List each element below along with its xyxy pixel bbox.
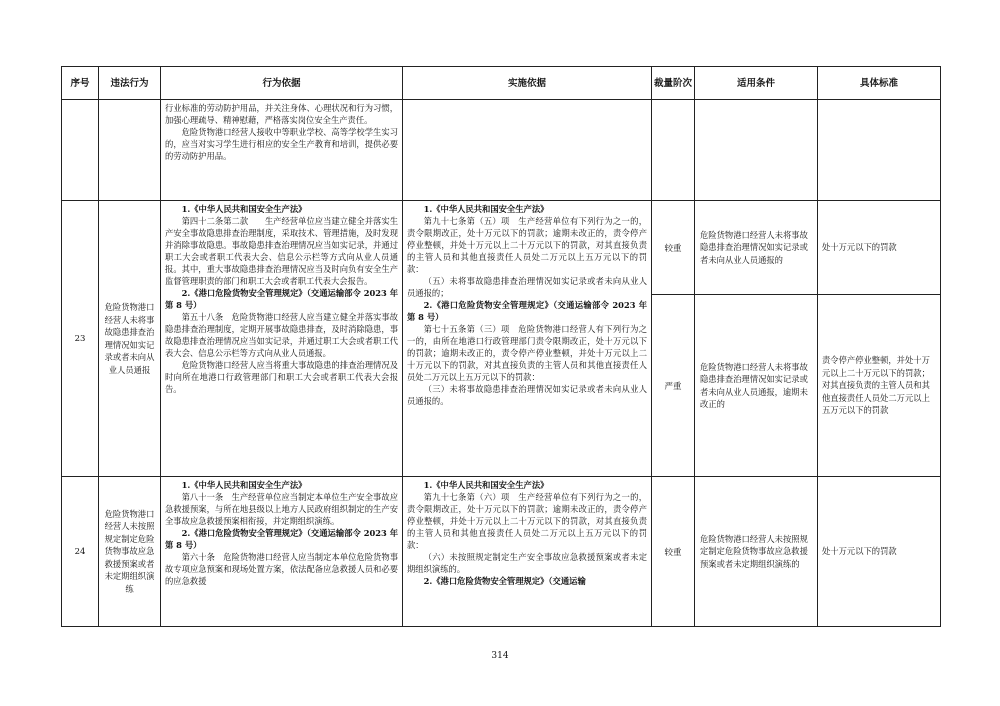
header-std: 具体标准	[818, 67, 941, 100]
row23-std-2: 责令停产停业整顿，并处十万元以上二十万元以下的罚款；对其直接负责的主管人员和其他直接责任人员处二万元以上五万元以下的罚款	[822, 355, 930, 416]
cont-std-cell	[818, 100, 941, 201]
row24-impl-text-2: （六）未按照规定制定生产安全事故应急救援预案或者未定期组织演练的。	[407, 552, 647, 574]
row24-basis-law-1: 1.《中华人民共和国安全生产法》	[181, 480, 307, 490]
page-number: 314	[491, 651, 509, 661]
row24-impl-law-1: 1.《中华人民共和国安全生产法》	[423, 480, 549, 490]
row23-basis-law-2: 2.《港口危险货物安全管理规定》（交通运输部令 2023 年第 8 号）	[165, 288, 398, 310]
cont-act-cell	[99, 100, 161, 201]
row23-std-2-cell	[818, 295, 941, 477]
row23-seq: 23	[62, 201, 99, 477]
row23-basis-law-1: 1.《中华人民共和国安全生产法》	[181, 204, 307, 214]
table-row-24	[62, 477, 941, 627]
row23-impl-text-4: （三）未将事故隐患排查治理情况如实记录或者未向从业人员通报的。	[407, 384, 647, 406]
row24-std: 处十万元以下的罚款	[822, 546, 897, 557]
row23-act-cell	[99, 201, 161, 477]
row23-impl-text-3: 第七十五条第（三）项 危险货物港口经营人有下列行为之一的，由所在地港口行政管理部门责令限期改正，处十万元以下的罚款；逾期未改正的，责令停产停业整顿，并处十万元以上二十万元以下的罚款，对其直接负责的主管人员和其他直接责任人员处二万元以上五万元以下的罚款：	[407, 324, 647, 382]
row24-basis-cell	[161, 477, 403, 627]
row24-seq: 24	[62, 477, 99, 627]
cont-level-cell	[652, 100, 695, 201]
row24-std-cell	[818, 477, 941, 627]
row23-basis-text-3: 危险货物港口经营人应当将重大事故隐患的排查治理情况及时向所在地港口行政管理部门和职工大会或者职工代表大会报告。	[165, 360, 398, 394]
header-cond: 适用条件	[695, 67, 818, 100]
row23-std-1: 处十万元以下的罚款	[822, 242, 897, 253]
row23-impl-law-2: 2.《港口危险货物安全管理规定》（交通运输部令 2023 年第 8 号）	[407, 300, 647, 322]
penalty-discretion-table	[61, 66, 941, 627]
header-seq: 序号	[62, 67, 99, 100]
row23-cond-1: 危险货物港口经营人未将事故隐患排查治理情况如实记录或者未向从业人员通报的	[700, 229, 808, 265]
header-act: 违法行为	[99, 67, 161, 100]
row24-basis-law-2: 2.《港口危险货物安全管理规定》（交通运输部令 2023 年第 8 号）	[165, 528, 398, 550]
row24-impl-cell	[403, 477, 652, 627]
row23-impl-text-2: （五）未将事故隐患排查治理情况如实记录或者未向从业人员通报的；	[407, 276, 647, 298]
header-basis: 行为依据	[161, 67, 403, 100]
row24-basis-text-1: 第八十一条 生产经营单位应当制定本单位生产安全事故应急救援预案，与所在地县级以上地方人民政府组织制定的生产安全事故应急救援预案相衔接，并定期组织演练。	[165, 492, 398, 526]
row23-basis-text-2: 第五十八条 危险货物港口经营人应当建立健全并落实事故隐患排查治理制度，定期开展事故隐患排查，及时消除隐患，事故隐患排查治理情况应当如实记录，并通过职工大会或者职工代表大会、信息公示栏等方式向从业人员通报。	[165, 312, 398, 358]
header-impl: 实施依据	[403, 67, 652, 100]
row23-basis-cell	[161, 201, 403, 477]
cont-seq-cell	[62, 100, 99, 201]
row24-cond-cell	[695, 477, 818, 627]
table-row-23a	[62, 201, 941, 295]
table-header-row	[62, 67, 941, 100]
row24-cond: 危险货物港口经营人未按照规定制定危险货物事故应急救援预案或者未定期组织演练的	[700, 533, 808, 569]
row23-cond-2-cell	[695, 295, 818, 477]
cont-impl-cell	[403, 100, 652, 201]
cont-basis-cell	[161, 100, 403, 201]
row23-impl-cell	[403, 201, 652, 477]
row24-basis-text-2: 第六十条 危险货物港口经营人应当制定本单位危险货物事故专项应急预案和现场处置方案，依法配备应急救援人员和必要的应急救援	[165, 552, 398, 586]
row24-act: 危险货物港口经营人未按照规定制定危险货物事故应急救援预案或者未定期组织演练	[104, 508, 155, 594]
row23-level-2: 严重	[652, 295, 695, 477]
row23-impl-text-1: 第九十七条第（五）项 生产经营单位有下列行为之一的，责令限期改正，处十万元以下的罚款；逾期未改正的，责令停产停业整顿，并处十万元以上二十万元以下的罚款，对其直接负责的主管人员和其他直接责任人员处二万元以上五万元以下的罚款：	[407, 216, 647, 274]
cont-cond-cell	[695, 100, 818, 201]
row24-impl-law-2: 2.《港口危险货物安全管理规定》（交通运输	[423, 576, 586, 586]
row23-cond-1-cell	[695, 201, 818, 295]
regulation-table-page	[61, 66, 940, 627]
cont-basis-line-0: 行业标准的劳动防护用品，并关注身体、心理状况和行为习惯，加强心理疏导、精神慰藉，严格落实岗位安全生产责任。	[165, 103, 398, 125]
row24-impl-text-1: 第九十七条第（六）项 生产经营单位有下列行为之一的，责令限期改正，处十万元以下的罚款；逾期未改正的，责令停产停业整顿，并处十万元以上二十万元以下的罚款，对其直接负责的主管人员和其他直接责任人员处二万元以上五万元以下的罚款：	[407, 492, 647, 550]
header-level: 裁量阶次	[652, 67, 695, 100]
row23-cond-2: 危险货物港口经营人未将事故隐患排查治理情况如实记录或者未向从业人员通报，逾期未改正的	[700, 361, 808, 409]
row23-level-1: 较重	[652, 201, 695, 295]
row23-act: 危险货物港口经营人未将事故隐患排查治理情况如实记录或者未向从业人员通报	[104, 302, 155, 375]
cont-basis-line-1: 危险货物港口经营人接收中等职业学校、高等学校学生实习的，应当对实习学生进行相应的安全生产教育和培训，提供必要的劳动防护用品。	[165, 127, 398, 161]
row24-act-cell	[99, 477, 161, 627]
table-row-continuation	[62, 100, 941, 201]
row23-std-1-cell	[818, 201, 941, 295]
row24-level: 较重	[652, 477, 695, 627]
row23-basis-text-1: 第四十二条第二款 生产经营单位应当建立健全并落实生产安全事故隐患排查治理制度，采取技术、管理措施，及时发现并消除事故隐患。事故隐患排查治理情况应当如实记录，并通过职工大会或者职工代表大会、信息公示栏等方式向从业人员通报。其中，重大事故隐患排查治理情况应当及时向负有安全生产监督管理职责的部门和职工大会或者职工代表大会报告。	[165, 216, 398, 286]
row23-impl-law-1: 1.《中华人民共和国安全生产法》	[423, 204, 549, 214]
